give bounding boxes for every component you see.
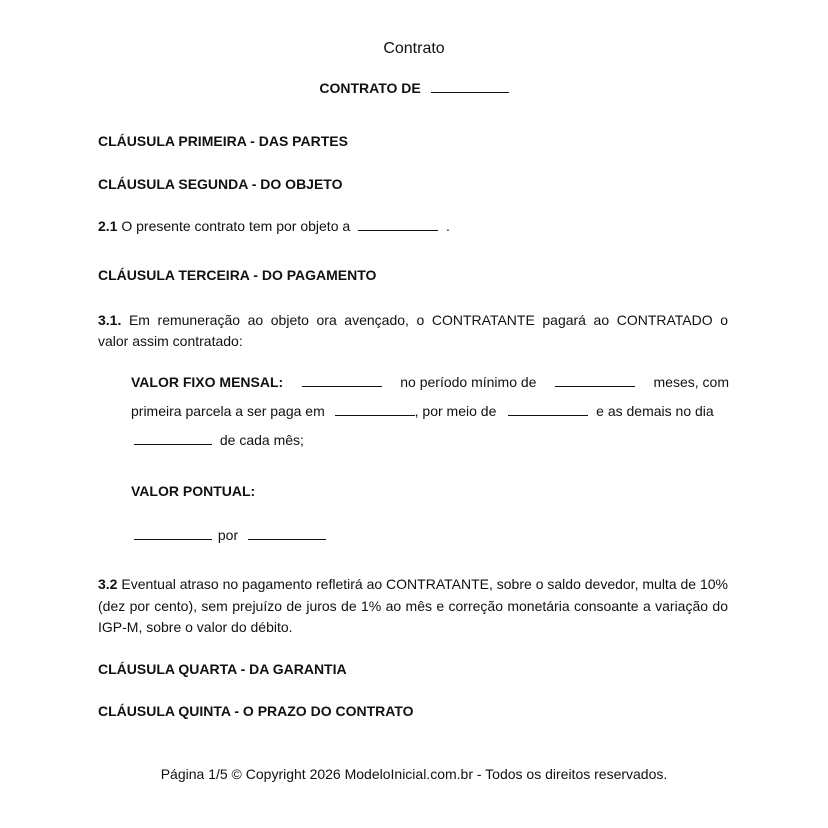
blank-field bbox=[431, 81, 509, 93]
contract-title-label: CONTRATO DE bbox=[319, 80, 421, 96]
fixed-value-label: VALOR FIXO MENSAL: bbox=[131, 374, 284, 390]
punctual-por: por bbox=[217, 527, 239, 543]
paragraph-3-1-line1 bbox=[98, 310, 728, 331]
paragraph-text: Em remuneração ao objeto ora avençado, o CONTRATANTE pagará ao CONTRATADO o bbox=[128, 312, 729, 328]
fixed-value-line3 bbox=[134, 432, 732, 448]
punctual-value-label: VALOR PONTUAL: bbox=[131, 483, 256, 499]
blank-field bbox=[555, 375, 635, 387]
paragraph-text: Eventual atraso no pagamento refletirá ao CONTRATANTE, sobre o saldo devedor, multa de 10% (dez por cento), sem prejuízo de juros de 1% ao mês e correção monetária consoante a variação do IGP-M, sobre o valor do débito. bbox=[98, 576, 728, 635]
blank-field bbox=[134, 433, 212, 445]
blank-field bbox=[302, 375, 382, 387]
paragraph-3-2 bbox=[98, 574, 728, 639]
fixed-value-line1 bbox=[131, 374, 729, 390]
paragraph-number: 3.2 bbox=[98, 576, 118, 592]
paragraph-text: O presente contrato tem por objeto a bbox=[121, 218, 351, 234]
fixed-value-text: no período mínimo de bbox=[400, 374, 537, 390]
clause-heading-second: CLÁUSULA SEGUNDA - DO OBJETO bbox=[98, 176, 343, 192]
paragraph-number: 3.1. bbox=[98, 312, 122, 328]
contract-title bbox=[0, 80, 828, 96]
paragraph-end: . bbox=[445, 218, 450, 234]
punctual-value-line bbox=[134, 527, 732, 543]
fixed-value-line2 bbox=[131, 403, 729, 419]
paragraph-3-1-line2: valor assim contratado: bbox=[98, 333, 243, 349]
page-header-title: Contrato bbox=[383, 40, 445, 57]
fixed-value-text: , por meio de bbox=[414, 403, 497, 419]
clause-heading-third: CLÁUSULA TERCEIRA - DO PAGAMENTO bbox=[98, 267, 377, 283]
blank-field bbox=[508, 404, 588, 416]
paragraph-2-1 bbox=[98, 216, 728, 237]
clause-heading-fifth: CLÁUSULA QUINTA - O PRAZO DO CONTRATO bbox=[98, 703, 414, 719]
blank-field bbox=[248, 528, 326, 540]
fixed-value-text: meses, com bbox=[653, 374, 729, 390]
blank-field bbox=[358, 219, 438, 231]
fixed-value-text: primeira parcela a ser paga em bbox=[131, 403, 325, 419]
clause-heading-fourth: CLÁUSULA QUARTA - DA GARANTIA bbox=[98, 661, 347, 677]
blank-field bbox=[335, 404, 415, 416]
clause-heading-first: CLÁUSULA PRIMEIRA - DAS PARTES bbox=[98, 133, 348, 149]
fixed-value-text: de cada mês; bbox=[219, 432, 304, 448]
fixed-value-text: e as demais no dia bbox=[596, 403, 714, 419]
blank-field bbox=[134, 528, 212, 540]
paragraph-number: 2.1 bbox=[98, 218, 118, 234]
page-footer: Página 1/5 © Copyright 2026 ModeloInicial.com.br - Todos os direitos reservados. bbox=[160, 766, 668, 782]
